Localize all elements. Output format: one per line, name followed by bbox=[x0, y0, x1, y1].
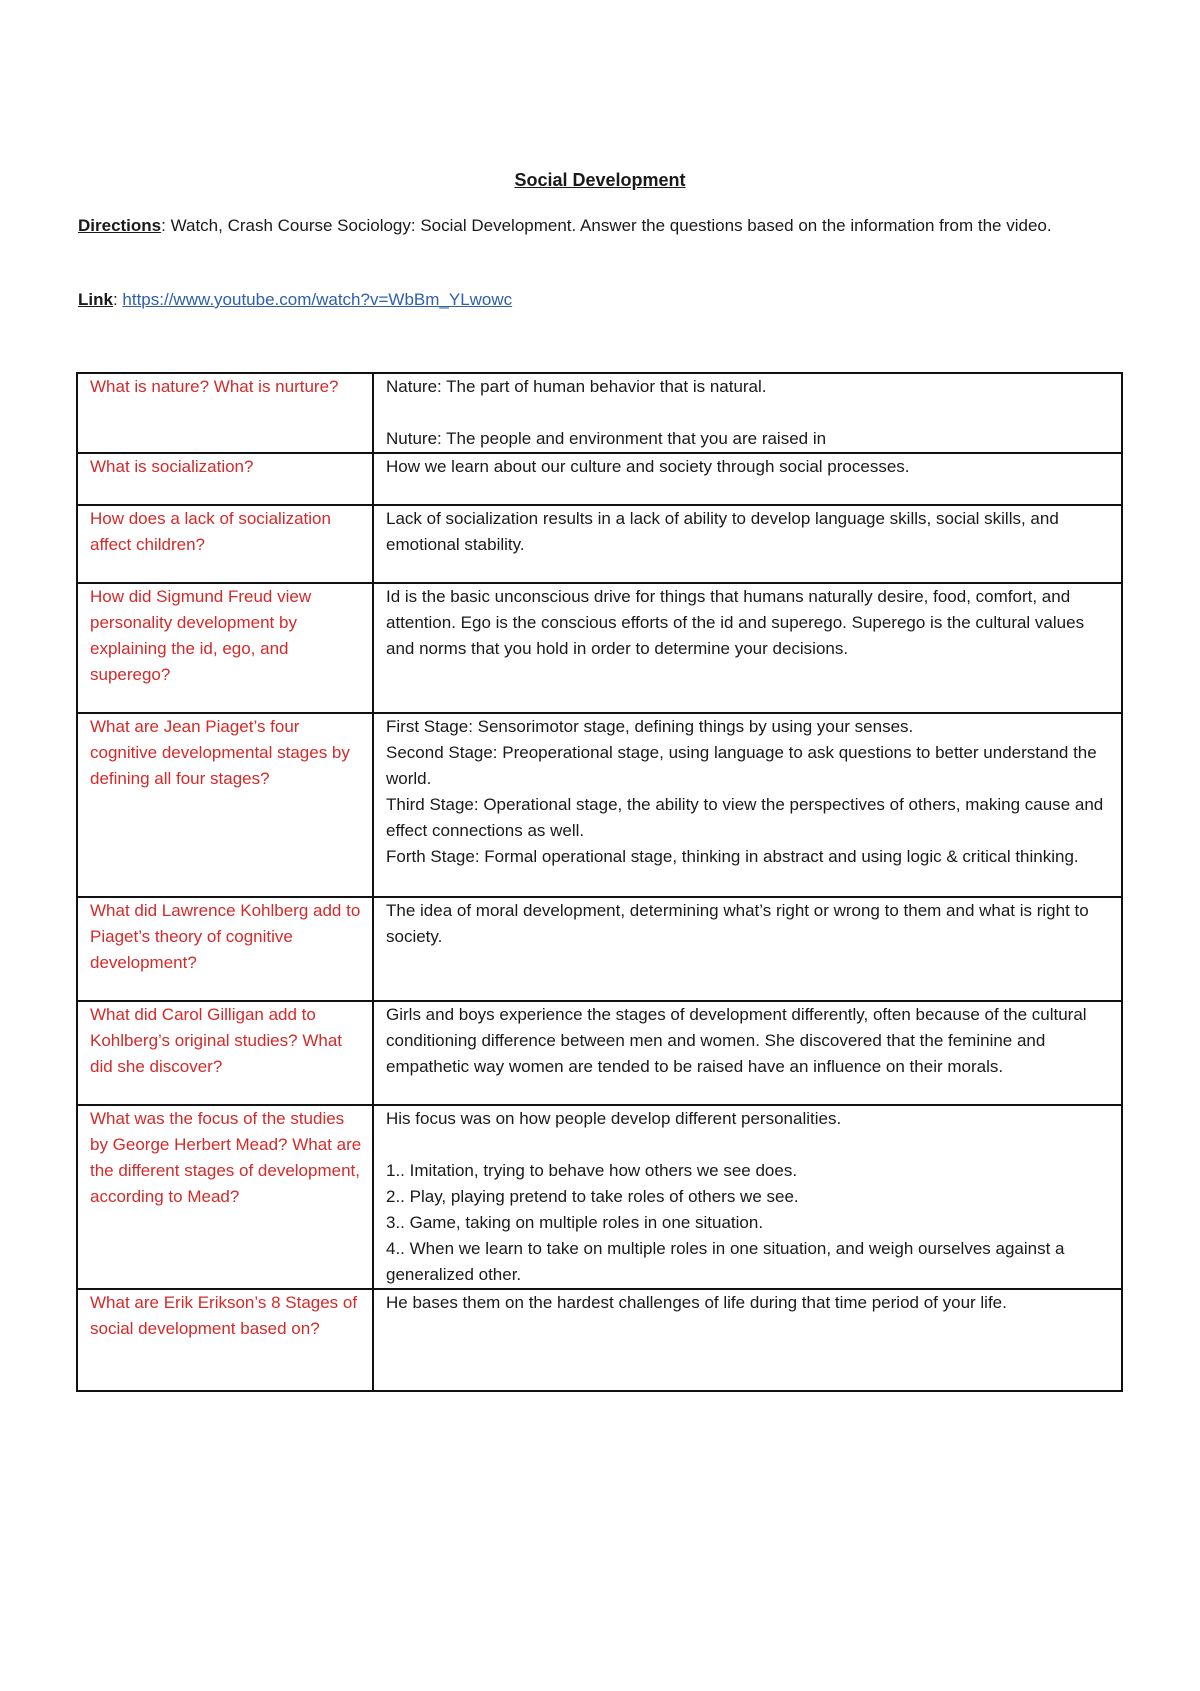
table-row bbox=[77, 453, 1122, 505]
answer-line: Third Stage: Operational stage, the ability to view the perspectives of others, making cause and effect connections as well. bbox=[386, 795, 1104, 840]
table-row bbox=[77, 505, 1122, 583]
question-answer-table bbox=[76, 372, 1123, 1392]
question-cell: What did Lawrence Kohlberg add to Piaget’s theory of cognitive development? bbox=[77, 897, 373, 1001]
answer-line: Forth Stage: Formal operational stage, thinking in abstract and using logic & critical thinking. bbox=[386, 847, 1079, 866]
answer-line: Nature: The part of human behavior that is natural. bbox=[386, 377, 767, 396]
answer-cell bbox=[373, 897, 1122, 1001]
answer-line: 3.. Game, taking on multiple roles in one situation. bbox=[386, 1213, 764, 1232]
answer-line: Lack of socialization results in a lack of ability to develop language skills, social skills, and emotional stability. bbox=[386, 509, 1059, 554]
answer-line: Second Stage: Preoperational stage, using language to ask questions to better understand the world. bbox=[386, 743, 1097, 788]
answer-line: 1.. Imitation, trying to behave how others we see does. bbox=[386, 1161, 798, 1180]
table-row bbox=[77, 1289, 1122, 1391]
blank-line bbox=[386, 400, 1111, 426]
question-cell: How does a lack of socialization affect children? bbox=[77, 505, 373, 583]
answer-cell bbox=[373, 1001, 1122, 1105]
answer-cell bbox=[373, 373, 1122, 453]
answer-line: Id is the basic unconscious drive for things that humans naturally desire, food, comfort, and attention. Ego is the conscious efforts of the id and superego. Superego is the cultural values and norms that you hold in order to determine your decisions. bbox=[386, 587, 1085, 658]
answer-line: The idea of moral development, determining what’s right or wrong to them and what is right to society. bbox=[386, 901, 1089, 946]
link-label: Link bbox=[78, 290, 113, 309]
answer-line: He bases them on the hardest challenges of life during that time period of your life. bbox=[386, 1293, 1007, 1312]
answer-line: Girls and boys experience the stages of development differently, often because of the cultural conditioning difference between men and women. She discovered that the feminine and empathetic way women are tended to be raised have an influence on their morals. bbox=[386, 1005, 1087, 1076]
answer-line: First Stage: Sensorimotor stage, defining things by using your senses. bbox=[386, 717, 914, 736]
answer-cell bbox=[373, 713, 1122, 897]
answer-cell bbox=[373, 1289, 1122, 1391]
question-cell: What is socialization? bbox=[77, 453, 373, 505]
answer-line: 4.. When we learn to take on multiple roles in one situation, and weigh ourselves against a generalized other. bbox=[386, 1239, 1065, 1284]
question-cell: What are Jean Piaget’s four cognitive developmental stages by defining all four stages? bbox=[77, 713, 373, 897]
blank-line bbox=[386, 1132, 1111, 1158]
answer-line: Nuture: The people and environment that you are raised in bbox=[386, 429, 827, 448]
table-row bbox=[77, 713, 1122, 897]
table-row bbox=[77, 897, 1122, 1001]
question-cell: What was the focus of the studies by George Herbert Mead? What are the different stages of development, according to Mead? bbox=[77, 1105, 373, 1289]
link-separator: : bbox=[112, 290, 123, 309]
answer-cell bbox=[373, 453, 1122, 505]
link-line bbox=[78, 286, 512, 314]
directions-text: : Watch, Crash Course Sociology: Social Development. Answer the questions based on the information from the video. bbox=[161, 216, 1052, 235]
video-link[interactable]: https://www.youtube.com/watch?v=WbBm_YLwowc bbox=[122, 290, 513, 309]
table-row bbox=[77, 583, 1122, 713]
question-cell: What is nature? What is nurture? bbox=[77, 373, 373, 453]
question-cell: What are Erik Erikson’s 8 Stages of social development based on? bbox=[77, 1289, 373, 1391]
answer-cell bbox=[373, 505, 1122, 583]
answer-line: His focus was on how people develop different personalities. bbox=[386, 1109, 842, 1128]
directions-label: Directions bbox=[78, 216, 162, 235]
page-title: Social Development bbox=[514, 170, 686, 190]
table-row bbox=[77, 373, 1122, 453]
directions-paragraph bbox=[78, 212, 1118, 240]
answer-line: 2.. Play, playing pretend to take roles of others we see. bbox=[386, 1187, 799, 1206]
table-row bbox=[77, 1001, 1122, 1105]
answer-line: How we learn about our culture and society through social processes. bbox=[386, 457, 910, 476]
answer-cell bbox=[373, 583, 1122, 713]
question-cell: What did Carol Gilligan add to Kohlberg’s original studies? What did she discover? bbox=[77, 1001, 373, 1105]
table-row bbox=[77, 1105, 1122, 1289]
answer-cell bbox=[373, 1105, 1122, 1289]
question-cell: How did Sigmund Freud view personality development by explaining the id, ego, and superego? bbox=[77, 583, 373, 713]
